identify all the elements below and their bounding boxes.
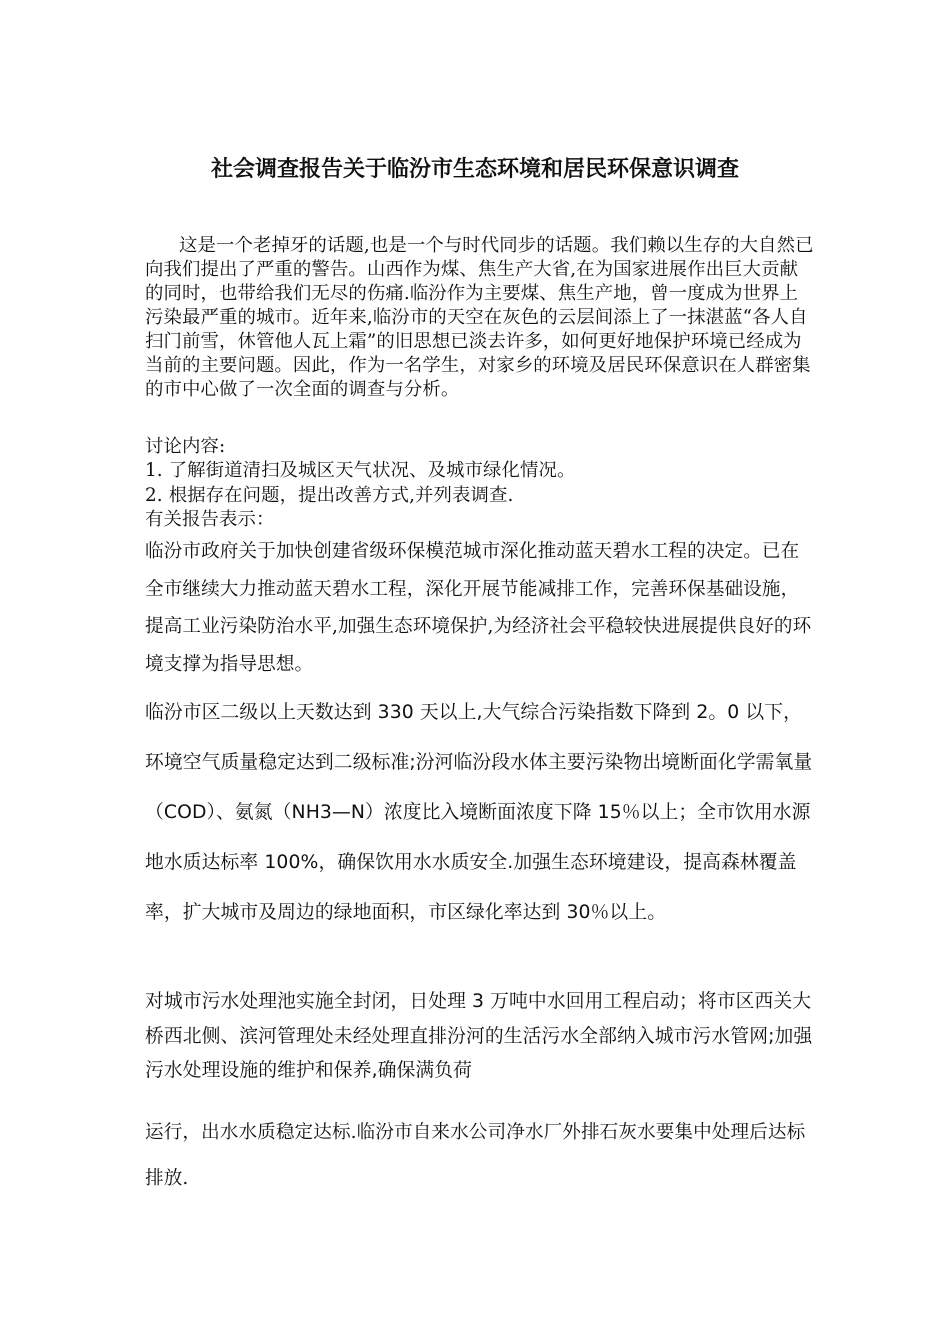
discussion-heading: 讨论内容: [145, 436, 226, 457]
discussion-item-2: 2. 根据存在问题，提出改善方式,并列表调查. [145, 485, 514, 506]
report-heading: 有关报告表示： [145, 509, 275, 530]
sewage-treatment-paragraph: 对城市污水处理池实施全封闭，日处理 3 万吨中水回用工程启动；将市区西关大桥西北侧、滨河管理处未经处理直排汾河的生活污水全部纳入城市污水管网;加强污水处理设施的维护和保养,确保满负荷 [145, 991, 813, 1081]
government-decision-paragraph: 临汾市政府关于加快创建省级环保模范城市深化推动蓝天碧水工程的决定。已在全市继续大力推动蓝天碧水工程，深化开展节能减排工作，完善环保基础设施，提高工业污染防治水平,加强生态环境保护,为经济社会平稳较快进展提供良好的环境支撑为指导思想。 [145, 541, 812, 675]
document-title: 社会调查报告关于临汾市生态环境和居民环保意识调查 [210, 157, 739, 182]
water-plant-paragraph: 运行，出水水质稳定达标.临汾市自来水公司净水厂外排石灰水要集中处理后达标排放. [145, 1122, 806, 1189]
intro-paragraph: 这是一个老掉牙的话题,也是一个与时代同步的话题。我们赖以生存的大自然已向我们提出了严重的警告。山西作为煤、焦生产大省,在为国家进展作出巨大贡献的同时，也带给我们无尽的伤痛.临汾作为主要煤、焦生产地，曾一度成为世界上污染最严重的城市。近年来,临汾市的天空在灰色的云层间添上了一抹湛蓝“各人自扫门前雪，休管他人瓦上霜”的旧思想已淡去许多，如何更好地保护环境已经成为当前的主要问题。因此，作为一名学生，对家乡的环境及居民环保意识在人群密集的市中心做了一次全面的调查与分析。 [145, 235, 814, 400]
air-water-targets-paragraph: 临汾市区二级以上天数达到 330 天以上,大气综合污染指数下降到 2。0 以下，环境空气质量稳定达到二级标准;汾河临汾段水体主要污染物出境断面化学需氧量（COD）、氨氮（NH3—N）浓度比入境断面浓度下降 15％以上；全市饮用水源地水质达标率 100%，确保饮用水水质安全.加强生态环境建设，提高森林覆盖率，扩大城市及周边的绿地面积，市区绿化率达到 30％以上。 [145, 702, 813, 923]
discussion-item-1: 1. 了解街道清扫及城区天气状况、及城市绿化情况。 [145, 460, 576, 481]
